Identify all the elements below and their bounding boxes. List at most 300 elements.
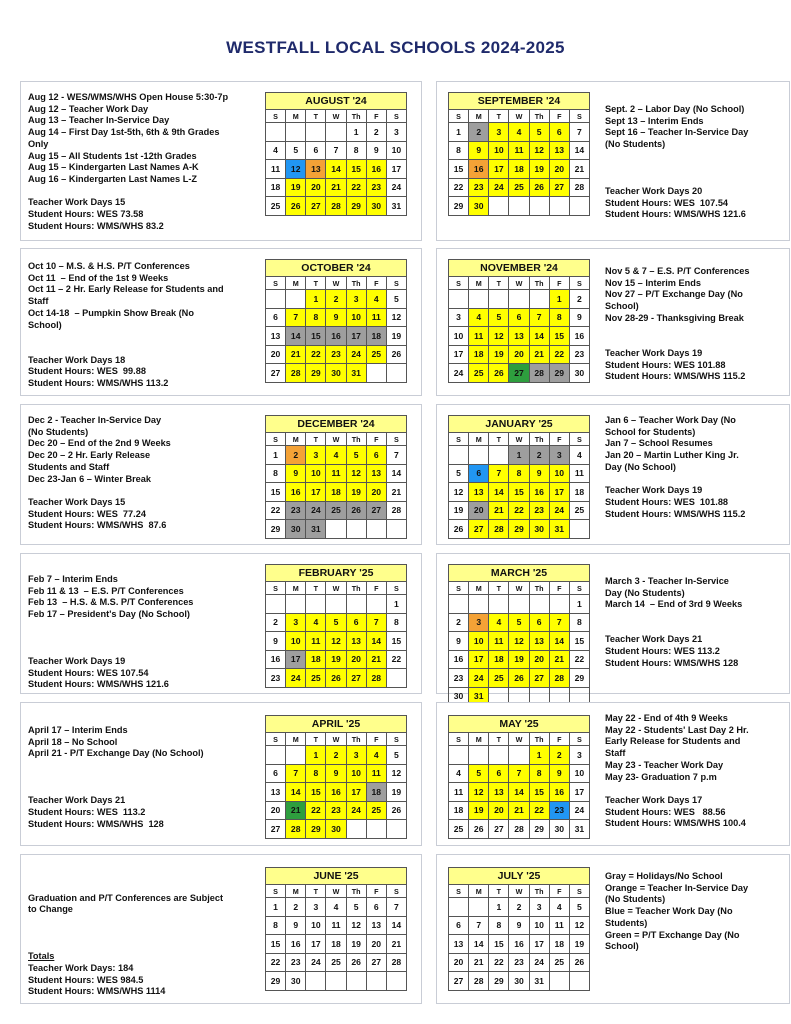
note-line: Student Hours: WES 107.54 (605, 197, 729, 208)
day-cell: 13 (549, 141, 569, 160)
day-cell: 1 (569, 595, 589, 614)
day-cell: 17 (346, 783, 366, 802)
day-cell: 2 (529, 446, 549, 465)
day-cell: 8 (266, 916, 286, 935)
day-cell: 13 (489, 783, 509, 802)
month-calendar (448, 867, 590, 991)
day-cell: 22 (449, 178, 469, 197)
note-line: Teacher Work Days 21 (605, 634, 703, 645)
month-name: APRIL '25 (266, 716, 407, 733)
day-cell: 4 (469, 308, 489, 327)
day-cell (449, 595, 469, 614)
day-cell: 15 (346, 160, 366, 179)
day-cell: 11 (366, 308, 386, 327)
day-cell: 20 (366, 483, 386, 502)
day-cell: 23 (266, 669, 286, 688)
day-cell: 28 (326, 197, 346, 216)
day-cell: 7 (366, 613, 386, 632)
weekday-label: Th (529, 582, 549, 595)
day-cell: 2 (469, 123, 489, 142)
weekday-label: M (286, 277, 306, 290)
note-line: Teacher Work Days 19 (605, 347, 703, 358)
day-cell: 11 (326, 916, 346, 935)
weekday-label: Th (346, 733, 366, 746)
day-cell: 30 (326, 820, 346, 839)
day-cell: 4 (449, 764, 469, 783)
day-cell: 29 (489, 972, 509, 991)
day-cell: 27 (469, 520, 489, 539)
note-line: Gray = Holidays/No School (605, 871, 723, 881)
month-notes (605, 713, 789, 830)
day-cell: 3 (306, 898, 326, 917)
day-cell: 14 (366, 632, 386, 651)
day-cell: 20 (306, 178, 326, 197)
day-cell: 6 (529, 613, 549, 632)
note-line: April 17 – Interim Ends (28, 725, 128, 735)
weekday-label: S (266, 277, 286, 290)
day-cell: 2 (569, 290, 589, 309)
day-cell: 30 (509, 972, 529, 991)
day-cell: 11 (509, 141, 529, 160)
day-cell (529, 290, 549, 309)
note-line: Oct 11 – End of the 1st 9 Weeks (28, 272, 169, 283)
note-line: Student Hours: WES 77.24 (28, 508, 146, 519)
day-cell: 21 (489, 501, 509, 520)
weekday-label: T (306, 433, 326, 446)
day-cell: 25 (366, 345, 386, 364)
day-cell (386, 820, 406, 839)
day-cell: 12 (469, 783, 489, 802)
day-cell: 17 (286, 650, 306, 669)
day-cell: 13 (346, 632, 366, 651)
day-cell: 6 (266, 308, 286, 327)
day-cell: 23 (469, 178, 489, 197)
day-cell (366, 520, 386, 539)
weekday-label: T (489, 110, 509, 123)
note-line: Student Hours: WES 73.58 (28, 209, 144, 220)
weekday-label: W (509, 110, 529, 123)
weekday-label: M (469, 582, 489, 595)
day-cell: 25 (489, 669, 509, 688)
note-line: March 3 - Teacher In-Service (605, 576, 729, 586)
day-cell: 19 (449, 501, 469, 520)
day-cell: 25 (469, 364, 489, 383)
day-cell (469, 746, 489, 765)
day-cell: 31 (569, 820, 589, 839)
day-cell: 10 (306, 464, 326, 483)
day-cell: 12 (529, 141, 549, 160)
day-cell: 4 (549, 898, 569, 917)
day-cell: 23 (286, 953, 306, 972)
day-cell: 10 (469, 632, 489, 651)
note-line: Aug 15 – Kindergarten Last Names A-K (28, 162, 199, 173)
note-line: Sept 13 – Interim Ends (605, 115, 704, 126)
day-cell: 10 (529, 916, 549, 935)
day-cell (569, 197, 589, 216)
weekday-label: S (266, 733, 286, 746)
day-cell (346, 820, 366, 839)
note-line: Aug 15 – All Students 1st -12th Grades (28, 150, 197, 161)
note-line: May 22 - End of 4th 9 Weeks (605, 713, 728, 723)
day-cell: 15 (449, 160, 469, 179)
month-notes (605, 871, 789, 953)
day-cell: 20 (266, 801, 286, 820)
day-cell: 24 (529, 953, 549, 972)
note-line: Jan 7 – School Resumes (605, 438, 713, 449)
day-cell: 3 (386, 123, 406, 142)
day-cell (266, 290, 286, 309)
day-cell: 2 (366, 123, 386, 142)
note-line: Students and Staff (28, 461, 110, 472)
weekday-label: Th (346, 110, 366, 123)
note-line: to Change (28, 904, 73, 915)
day-cell: 8 (386, 613, 406, 632)
day-cell: 16 (286, 935, 306, 954)
day-cell: 30 (326, 364, 346, 383)
day-cell: 12 (386, 308, 406, 327)
day-cell: 23 (509, 953, 529, 972)
day-cell: 6 (346, 613, 366, 632)
day-cell (449, 898, 469, 917)
day-cell: 12 (286, 160, 306, 179)
note-line: Student Hours: WMS/WHS 83.2 (28, 220, 164, 231)
day-cell: 22 (306, 345, 326, 364)
day-cell: 19 (386, 783, 406, 802)
day-cell: 9 (326, 764, 346, 783)
note-line: Student Hours: WMS/WHS 1114 (28, 986, 166, 997)
weekday-label: Th (529, 277, 549, 290)
note-line: Sept 16 – Teacher In-Service Day (605, 127, 749, 138)
day-cell: 21 (386, 483, 406, 502)
day-cell (549, 595, 569, 614)
day-cell: 21 (386, 935, 406, 954)
note-line: Teacher Work Days 15 (28, 496, 126, 507)
note-line: Teacher Work Days 21 (28, 795, 126, 806)
day-cell: 15 (306, 783, 326, 802)
day-cell: 1 (529, 746, 549, 765)
day-cell: 1 (549, 290, 569, 309)
day-cell: 18 (569, 483, 589, 502)
day-cell: 14 (386, 916, 406, 935)
day-cell: 8 (549, 308, 569, 327)
day-cell: 6 (306, 141, 326, 160)
day-cell: 9 (529, 464, 549, 483)
day-cell: 7 (509, 764, 529, 783)
day-cell: 30 (529, 520, 549, 539)
day-cell: 22 (306, 801, 326, 820)
month-notes (605, 415, 789, 520)
weekday-label: S (386, 885, 406, 898)
day-cell (306, 123, 326, 142)
month-calendar (265, 867, 407, 991)
day-cell: 5 (449, 464, 469, 483)
weekday-label: S (266, 582, 286, 595)
day-cell: 3 (529, 898, 549, 917)
day-cell: 18 (489, 650, 509, 669)
day-cell: 5 (346, 898, 366, 917)
note-line: School) (28, 319, 62, 330)
day-cell: 9 (286, 916, 306, 935)
weekday-label: T (489, 733, 509, 746)
day-cell (306, 595, 326, 614)
day-cell: 16 (509, 935, 529, 954)
day-cell: 1 (489, 898, 509, 917)
day-cell (326, 123, 346, 142)
day-cell: 21 (366, 650, 386, 669)
day-cell: 10 (346, 764, 366, 783)
day-cell (489, 746, 509, 765)
day-cell: 12 (386, 764, 406, 783)
day-cell (469, 898, 489, 917)
month-notes (605, 104, 789, 221)
weekday-label: F (549, 582, 569, 595)
day-cell: 24 (469, 669, 489, 688)
month-calendar (265, 415, 407, 539)
day-cell: 25 (306, 669, 326, 688)
day-cell (286, 595, 306, 614)
weekday-label: S (449, 582, 469, 595)
day-cell: 18 (509, 160, 529, 179)
day-cell: 24 (569, 801, 589, 820)
day-cell: 24 (449, 364, 469, 383)
day-cell: 20 (529, 650, 549, 669)
day-cell (509, 595, 529, 614)
day-cell (286, 290, 306, 309)
month-notes (28, 92, 258, 232)
day-cell: 31 (386, 197, 406, 216)
weekday-label: W (509, 433, 529, 446)
day-cell: 8 (306, 308, 326, 327)
day-cell: 28 (386, 953, 406, 972)
day-cell: 29 (306, 364, 326, 383)
day-cell: 31 (469, 687, 489, 706)
day-cell: 25 (509, 178, 529, 197)
day-cell (549, 197, 569, 216)
day-cell: 4 (366, 746, 386, 765)
day-cell: 29 (346, 197, 366, 216)
day-cell: 3 (346, 746, 366, 765)
weekday-label: F (549, 885, 569, 898)
day-cell: 19 (346, 483, 366, 502)
note-line: March 14 – End of 3rd 9 Weeks (605, 599, 743, 610)
day-cell: 6 (266, 764, 286, 783)
day-cell: 28 (286, 364, 306, 383)
day-cell: 3 (286, 613, 306, 632)
day-cell: 26 (569, 953, 589, 972)
day-cell: 15 (266, 483, 286, 502)
day-cell: 4 (509, 123, 529, 142)
day-cell: 21 (326, 178, 346, 197)
weekday-label: S (449, 277, 469, 290)
day-cell (386, 364, 406, 383)
note-line: Feb 17 – President's Day (No School) (28, 609, 190, 620)
day-cell: 23 (569, 345, 589, 364)
day-cell (326, 595, 346, 614)
month-panel (20, 81, 422, 241)
day-cell: 12 (449, 483, 469, 502)
day-cell: 20 (549, 160, 569, 179)
note-line: School) (605, 301, 639, 312)
note-line: Nov 5 & 7 – E.S. P/T Conferences (605, 266, 750, 276)
note-line: Sept. 2 – Labor Day (No School) (605, 104, 745, 114)
day-cell: 20 (449, 953, 469, 972)
note-line: Student Hours: WMS/WHS 115.2 (605, 371, 746, 382)
day-cell: 24 (346, 345, 366, 364)
note-line: April 21 - P/T Exchange Day (No School) (28, 748, 204, 759)
day-cell: 2 (266, 613, 286, 632)
day-cell: 11 (469, 327, 489, 346)
day-cell: 26 (489, 364, 509, 383)
weekday-label: S (449, 110, 469, 123)
day-cell: 9 (509, 916, 529, 935)
day-cell: 30 (569, 364, 589, 383)
day-cell (489, 595, 509, 614)
day-cell: 23 (286, 501, 306, 520)
weekday-label: W (326, 733, 346, 746)
day-cell: 9 (469, 141, 489, 160)
day-cell: 17 (489, 160, 509, 179)
day-cell (449, 290, 469, 309)
month-panel (436, 81, 790, 241)
month-notes (28, 574, 258, 691)
month-name: MAY '25 (449, 716, 590, 733)
weekday-label: M (286, 582, 306, 595)
day-cell: 16 (549, 783, 569, 802)
day-cell: 17 (386, 160, 406, 179)
weekday-label: S (386, 582, 406, 595)
day-cell: 28 (286, 820, 306, 839)
day-cell: 13 (366, 464, 386, 483)
day-cell: 27 (266, 820, 286, 839)
day-cell: 6 (449, 916, 469, 935)
day-cell: 5 (469, 764, 489, 783)
note-line: Jan 20 – Martin Luther King Jr. (605, 450, 739, 461)
day-cell: 29 (569, 669, 589, 688)
day-cell: 11 (449, 783, 469, 802)
note-line: Student Hours: WMS/WHS 128 (605, 657, 739, 668)
day-cell: 19 (529, 160, 549, 179)
day-cell: 26 (529, 178, 549, 197)
day-cell: 2 (286, 898, 306, 917)
day-cell: 11 (326, 464, 346, 483)
day-cell: 5 (346, 446, 366, 465)
day-cell: 11 (266, 160, 286, 179)
day-cell: 9 (326, 308, 346, 327)
note-line: Feb 7 – Interim Ends (28, 574, 118, 584)
day-cell: 12 (326, 632, 346, 651)
day-cell: 23 (326, 345, 346, 364)
day-cell: 15 (386, 632, 406, 651)
day-cell: 9 (286, 464, 306, 483)
day-cell: 1 (386, 595, 406, 614)
note-line: May 23- Graduation 7 p.m (605, 771, 717, 782)
weekday-label: T (306, 582, 326, 595)
day-cell: 29 (509, 520, 529, 539)
day-cell: 12 (489, 327, 509, 346)
weekday-label: W (326, 582, 346, 595)
note-line: Student Hours: WMS/WHS 100.4 (605, 818, 746, 829)
note-line: Student Hours: WMS/WHS 113.2 (28, 378, 169, 388)
weekday-label: W (509, 733, 529, 746)
note-line: Student Hours: WES 88.56 (605, 806, 726, 817)
note-line: Teacher Work Days 18 (28, 354, 126, 365)
day-cell: 8 (529, 764, 549, 783)
day-cell: 15 (266, 935, 286, 954)
day-cell: 2 (549, 746, 569, 765)
month-name: NOVEMBER '24 (449, 260, 590, 277)
day-cell: 22 (509, 501, 529, 520)
note-line: Jan 6 – Teacher Work Day (No (605, 415, 736, 425)
day-cell: 5 (326, 613, 346, 632)
day-cell (509, 746, 529, 765)
day-cell: 28 (366, 669, 386, 688)
day-cell: 6 (469, 464, 489, 483)
day-cell: 13 (469, 483, 489, 502)
weekday-label: F (549, 733, 569, 746)
day-cell (569, 972, 589, 991)
day-cell: 5 (509, 613, 529, 632)
day-cell: 5 (529, 123, 549, 142)
day-cell: 8 (449, 141, 469, 160)
note-line: Blue = Teacher Work Day (No (605, 906, 733, 917)
note-line: Teacher Work Days 20 (605, 185, 703, 196)
month-notes (605, 266, 789, 383)
day-cell (469, 290, 489, 309)
day-cell: 18 (306, 650, 326, 669)
day-cell: 5 (286, 141, 306, 160)
weekday-label: T (306, 110, 326, 123)
day-cell: 30 (449, 687, 469, 706)
day-cell: 7 (549, 613, 569, 632)
day-cell: 12 (569, 916, 589, 935)
day-cell: 30 (549, 820, 569, 839)
day-cell: 9 (569, 308, 589, 327)
day-cell: 17 (469, 650, 489, 669)
weekday-label: T (489, 277, 509, 290)
day-cell: 4 (326, 446, 346, 465)
month-calendar (448, 259, 590, 383)
day-cell (469, 446, 489, 465)
weekday-label: M (469, 277, 489, 290)
day-cell (346, 520, 366, 539)
month-panel (20, 854, 422, 1004)
note-line: Teacher Work Days 19 (605, 485, 703, 496)
day-cell: 3 (346, 290, 366, 309)
day-cell: 20 (489, 801, 509, 820)
day-cell: 16 (569, 327, 589, 346)
day-cell: 16 (266, 650, 286, 669)
month-calendar (265, 715, 407, 839)
day-cell (529, 595, 549, 614)
day-cell: 1 (346, 123, 366, 142)
day-cell: 29 (449, 197, 469, 216)
month-notes (605, 576, 789, 670)
day-cell: 11 (569, 464, 589, 483)
note-line: Aug 12 – Teacher Work Day (28, 103, 149, 114)
day-cell: 28 (386, 501, 406, 520)
day-cell: 14 (509, 783, 529, 802)
day-cell: 7 (529, 308, 549, 327)
day-cell: 18 (549, 935, 569, 954)
note-line: Student Hours: WES 101.88 (605, 496, 729, 507)
day-cell: 19 (326, 650, 346, 669)
note-line: Feb 13 – H.S. & M.S. P/T Conferences (28, 597, 194, 608)
day-cell: 18 (266, 178, 286, 197)
weekday-label: T (306, 885, 326, 898)
month-name: OCTOBER '24 (266, 260, 407, 277)
day-cell: 27 (449, 972, 469, 991)
day-cell: 13 (266, 783, 286, 802)
